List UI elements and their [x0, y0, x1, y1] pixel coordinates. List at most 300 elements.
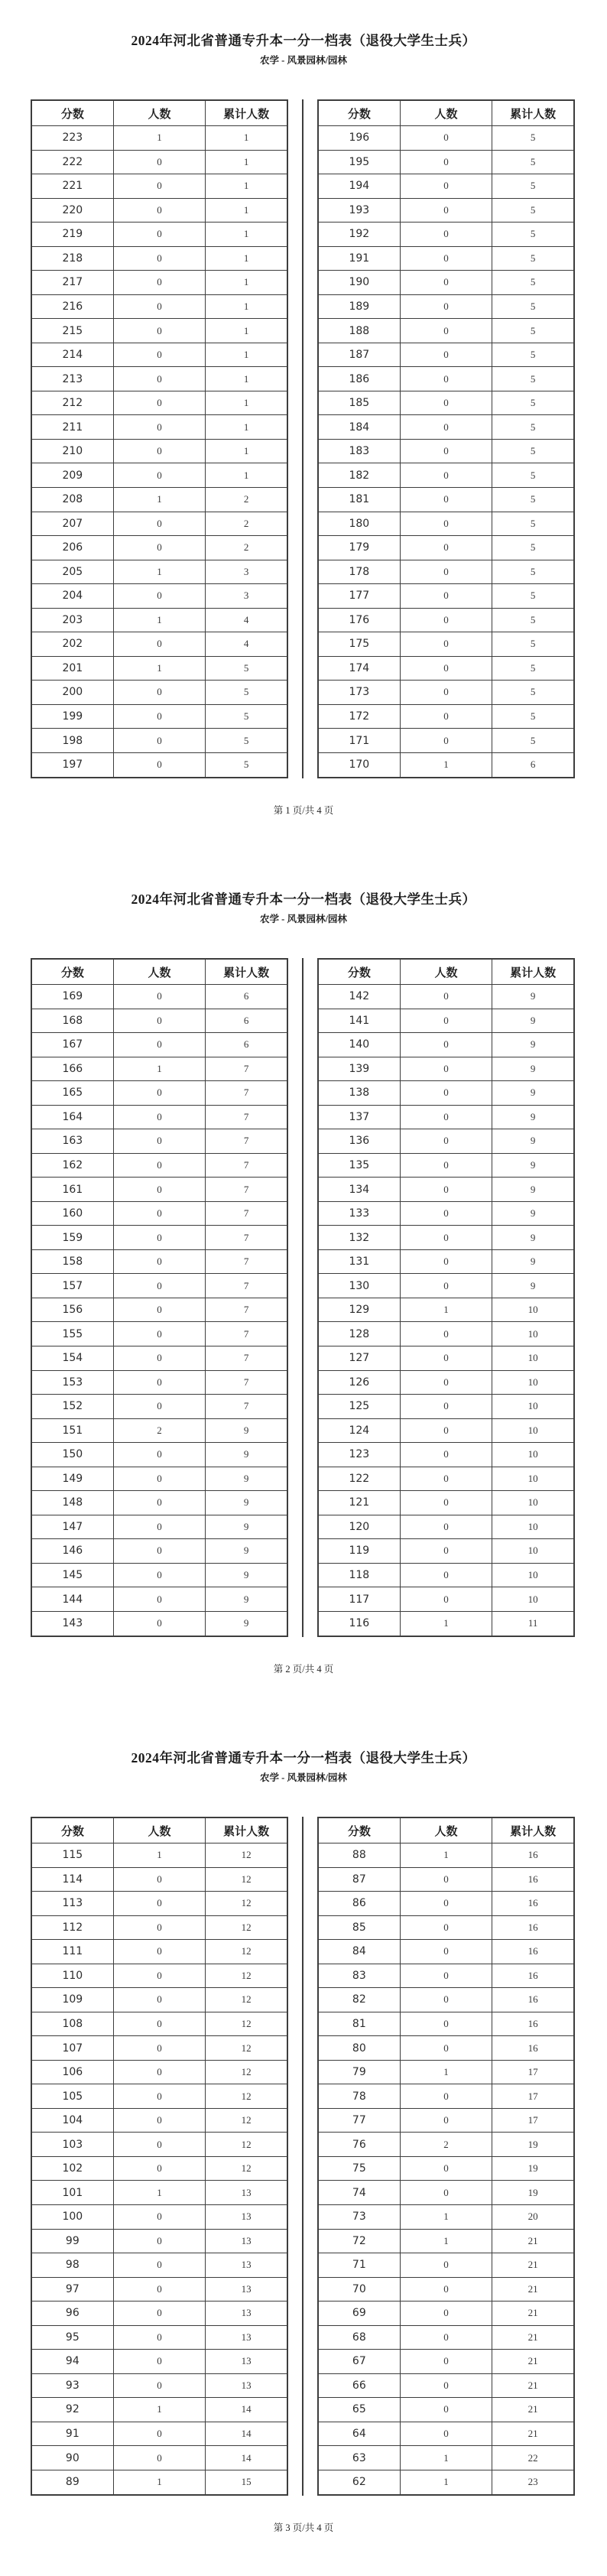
count-cell: 0 [113, 1491, 206, 1515]
table-row [31, 560, 287, 584]
score-cell: 129 [318, 1298, 400, 1322]
table-row [31, 1153, 287, 1178]
table-row [318, 1081, 574, 1106]
count-cell: 1 [400, 1611, 492, 1636]
table-row [31, 1539, 287, 1564]
cumulative-cell: 7 [206, 1153, 287, 1178]
count-cell: 1 [113, 126, 206, 151]
score-table-right [317, 99, 575, 778]
col-header-cumulative: 累计人数 [206, 959, 287, 985]
count-cell: 1 [400, 2470, 492, 2495]
cumulative-cell: 9 [206, 1443, 287, 1467]
count-cell: 0 [400, 463, 492, 488]
table-row [318, 2156, 574, 2181]
table-row [318, 2084, 574, 2109]
cumulative-cell: 12 [206, 1867, 287, 1892]
score-cell: 132 [318, 1226, 400, 1250]
table-row [31, 1867, 287, 1892]
score-cell: 74 [318, 2181, 400, 2205]
cumulative-cell: 1 [206, 367, 287, 391]
cumulative-cell: 5 [492, 198, 574, 223]
table-row [31, 1515, 287, 1539]
table-row [318, 439, 574, 463]
count-cell: 0 [113, 1988, 206, 2012]
count-cell: 0 [113, 1611, 206, 1636]
score-cell: 114 [31, 1867, 113, 1892]
count-cell: 0 [113, 1153, 206, 1178]
cumulative-cell: 1 [206, 174, 287, 199]
score-cell: 138 [318, 1081, 400, 1106]
cumulative-cell: 5 [492, 319, 574, 343]
table-row [318, 1153, 574, 1178]
col-header-count: 人数 [113, 959, 206, 985]
score-cell: 216 [31, 294, 113, 319]
count-cell: 0 [113, 1033, 206, 1057]
table-row [318, 1105, 574, 1129]
table-row [318, 2350, 574, 2374]
count-cell: 0 [400, 2084, 492, 2109]
count-cell: 2 [400, 2133, 492, 2157]
score-cell: 72 [318, 2229, 400, 2253]
score-cell: 190 [318, 271, 400, 295]
table-row [318, 294, 574, 319]
table-row [31, 2446, 287, 2470]
count-cell: 1 [113, 2181, 206, 2205]
score-cell: 199 [31, 704, 113, 729]
score-cell: 160 [31, 1201, 113, 1226]
table-row [318, 512, 574, 536]
table-row [31, 1611, 287, 1636]
score-cell: 186 [318, 367, 400, 391]
table-row [31, 415, 287, 440]
count-cell: 0 [400, 198, 492, 223]
count-cell: 0 [400, 246, 492, 271]
table-row [31, 536, 287, 560]
table-row [318, 1563, 574, 1587]
table-row [31, 1178, 287, 1202]
count-cell: 0 [113, 1395, 206, 1419]
count-cell: 0 [400, 632, 492, 657]
score-cell: 83 [318, 1964, 400, 1988]
cumulative-cell: 1 [206, 415, 287, 440]
count-cell: 0 [113, 1539, 206, 1564]
cumulative-cell: 13 [206, 2350, 287, 2374]
col-header-score: 分数 [318, 1817, 400, 1843]
score-cell: 116 [318, 1611, 400, 1636]
table-row [31, 246, 287, 271]
count-cell: 0 [400, 367, 492, 391]
cumulative-cell: 19 [492, 2181, 574, 2205]
score-cell: 181 [318, 487, 400, 512]
cumulative-cell: 21 [492, 2253, 574, 2278]
cumulative-cell: 9 [492, 1057, 574, 1081]
cumulative-cell: 5 [492, 536, 574, 560]
count-cell: 0 [400, 150, 492, 174]
score-cell: 212 [31, 391, 113, 415]
score-cell: 112 [31, 1915, 113, 1940]
table-row [318, 1395, 574, 1419]
score-cell: 149 [31, 1467, 113, 1491]
page-subtitle: 农学 - 风景园林/园林 [260, 55, 347, 66]
score-cell: 178 [318, 560, 400, 584]
count-cell: 0 [400, 1153, 492, 1178]
count-cell: 0 [400, 1322, 492, 1346]
score-cell: 110 [31, 1964, 113, 1988]
cumulative-cell: 21 [492, 2325, 574, 2350]
page-title: 2024年河北省普通专升本一分一档表（退役大学生士兵） [131, 1750, 476, 1766]
score-cell: 198 [31, 729, 113, 753]
table-row [318, 2181, 574, 2205]
table-row [31, 1370, 287, 1395]
count-cell: 0 [400, 1563, 492, 1587]
score-cell: 119 [318, 1539, 400, 1564]
column-divider [302, 99, 304, 778]
score-cell: 94 [31, 2350, 113, 2374]
score-cell: 153 [31, 1370, 113, 1395]
cumulative-cell: 5 [492, 343, 574, 367]
table-row [31, 1105, 287, 1129]
cumulative-cell: 3 [206, 560, 287, 584]
score-cell: 78 [318, 2084, 400, 2109]
table-row [31, 1395, 287, 1419]
score-cell: 167 [31, 1033, 113, 1057]
score-cell: 133 [318, 1201, 400, 1226]
score-cell: 166 [31, 1057, 113, 1081]
count-cell: 1 [400, 2204, 492, 2229]
cumulative-cell: 14 [206, 2422, 287, 2446]
cumulative-cell: 13 [206, 2302, 287, 2326]
cumulative-cell: 21 [492, 2302, 574, 2326]
table-row [318, 1178, 574, 1202]
count-cell: 0 [113, 198, 206, 223]
table-row [318, 1009, 574, 1033]
score-cell: 102 [31, 2156, 113, 2181]
table-row [31, 1443, 287, 1467]
count-cell: 0 [400, 1491, 492, 1515]
cumulative-cell: 17 [492, 2060, 574, 2084]
table-row [318, 2422, 574, 2446]
cumulative-cell: 21 [492, 2277, 574, 2302]
score-table-left [31, 1817, 288, 2496]
col-header-score: 分数 [318, 100, 400, 126]
count-cell: 0 [400, 729, 492, 753]
cumulative-cell: 7 [206, 1322, 287, 1346]
count-cell: 0 [400, 126, 492, 151]
score-cell: 172 [318, 704, 400, 729]
count-cell: 0 [400, 439, 492, 463]
cumulative-cell: 9 [492, 1081, 574, 1106]
score-cell: 101 [31, 2181, 113, 2205]
table-row [318, 560, 574, 584]
score-cell: 204 [31, 584, 113, 609]
score-cell: 205 [31, 560, 113, 584]
count-cell: 0 [113, 1467, 206, 1491]
score-cell: 150 [31, 1443, 113, 1467]
score-cell: 86 [318, 1892, 400, 1916]
score-cell: 189 [318, 294, 400, 319]
table-row [318, 487, 574, 512]
table-row [318, 1940, 574, 1964]
table-row [318, 150, 574, 174]
score-cell: 197 [31, 752, 113, 778]
cumulative-cell: 9 [492, 985, 574, 1009]
count-cell: 1 [400, 1843, 492, 1868]
count-cell: 0 [113, 2036, 206, 2061]
cumulative-cell: 7 [206, 1370, 287, 1395]
cumulative-cell: 16 [492, 1867, 574, 1892]
cumulative-cell: 5 [492, 415, 574, 440]
score-cell: 120 [318, 1515, 400, 1539]
table-row [31, 2108, 287, 2133]
cumulative-cell: 23 [492, 2470, 574, 2495]
table-row [318, 1467, 574, 1491]
document-page-1 [0, 0, 607, 859]
count-cell: 0 [400, 2350, 492, 2374]
cumulative-cell: 9 [206, 1611, 287, 1636]
score-cell: 140 [318, 1033, 400, 1057]
cumulative-cell: 5 [206, 656, 287, 681]
count-cell: 0 [400, 1129, 492, 1154]
cumulative-cell: 4 [206, 632, 287, 657]
table-row [318, 536, 574, 560]
table-row [31, 2325, 287, 2350]
cumulative-cell: 2 [206, 487, 287, 512]
table-row [31, 2133, 287, 2157]
count-cell: 0 [113, 294, 206, 319]
score-cell: 183 [318, 439, 400, 463]
table-row [31, 2350, 287, 2374]
score-cell: 203 [31, 608, 113, 632]
count-cell: 0 [400, 1892, 492, 1916]
score-cell: 79 [318, 2060, 400, 2084]
cumulative-cell: 10 [492, 1346, 574, 1370]
table-row [31, 1009, 287, 1033]
score-cell: 187 [318, 343, 400, 367]
table-row [31, 1988, 287, 2012]
table-row [318, 1515, 574, 1539]
table-row [31, 1418, 287, 1443]
col-header-cumulative: 累计人数 [492, 959, 574, 985]
table-row [318, 656, 574, 681]
tables-area [0, 958, 607, 1637]
page-subtitle: 农学 - 风景园林/园林 [260, 1772, 347, 1783]
table-row [318, 1443, 574, 1467]
score-cell: 152 [31, 1395, 113, 1419]
cumulative-cell: 9 [492, 1009, 574, 1033]
count-cell: 0 [113, 1443, 206, 1467]
count-cell: 0 [113, 2108, 206, 2133]
count-cell: 0 [113, 463, 206, 488]
table-row [31, 198, 287, 223]
cumulative-cell: 13 [206, 2181, 287, 2205]
count-cell: 0 [400, 2156, 492, 2181]
table-row [31, 126, 287, 151]
table-row [31, 1467, 287, 1491]
score-cell: 67 [318, 2350, 400, 2374]
count-cell: 0 [113, 1274, 206, 1298]
score-cell: 122 [318, 1467, 400, 1491]
cumulative-cell: 10 [492, 1418, 574, 1443]
score-cell: 218 [31, 246, 113, 271]
table-row [31, 2012, 287, 2036]
table-row [31, 2253, 287, 2278]
count-cell: 0 [400, 1346, 492, 1370]
score-cell: 127 [318, 1346, 400, 1370]
score-cell: 177 [318, 584, 400, 609]
cumulative-cell: 12 [206, 1915, 287, 1940]
score-cell: 124 [318, 1418, 400, 1443]
table-row [318, 1915, 574, 1940]
score-cell: 82 [318, 1988, 400, 2012]
table-row [31, 439, 287, 463]
cumulative-cell: 19 [492, 2156, 574, 2181]
table-row [318, 463, 574, 488]
count-cell: 0 [400, 1226, 492, 1250]
table-row [31, 1587, 287, 1612]
count-cell: 0 [113, 367, 206, 391]
count-cell: 1 [400, 2229, 492, 2253]
score-cell: 136 [318, 1129, 400, 1154]
cumulative-cell: 5 [492, 391, 574, 415]
cumulative-cell: 12 [206, 2084, 287, 2109]
table-row [318, 2204, 574, 2229]
count-cell: 0 [113, 2422, 206, 2446]
cumulative-cell: 6 [206, 985, 287, 1009]
cumulative-cell: 10 [492, 1370, 574, 1395]
count-cell: 0 [400, 343, 492, 367]
cumulative-cell: 5 [492, 608, 574, 632]
cumulative-cell: 9 [492, 1178, 574, 1202]
table-row [318, 1988, 574, 2012]
cumulative-cell: 9 [492, 1249, 574, 1274]
cumulative-cell: 17 [492, 2084, 574, 2109]
score-cell: 125 [318, 1395, 400, 1419]
score-cell: 98 [31, 2253, 113, 2278]
cumulative-cell: 22 [492, 2446, 574, 2470]
table-row [31, 294, 287, 319]
score-cell: 219 [31, 223, 113, 247]
count-cell: 0 [113, 2325, 206, 2350]
cumulative-cell: 2 [206, 536, 287, 560]
count-cell: 0 [113, 2060, 206, 2084]
table-row [31, 752, 287, 778]
count-cell: 0 [400, 1201, 492, 1226]
table-row [318, 2277, 574, 2302]
cumulative-cell: 10 [492, 1467, 574, 1491]
count-cell: 0 [400, 1418, 492, 1443]
table-row [31, 1940, 287, 1964]
count-cell: 0 [400, 2373, 492, 2398]
score-cell: 196 [318, 126, 400, 151]
count-cell: 0 [113, 2156, 206, 2181]
score-cell: 64 [318, 2422, 400, 2446]
score-cell: 131 [318, 1249, 400, 1274]
table-row [31, 391, 287, 415]
cumulative-cell: 9 [206, 1515, 287, 1539]
table-row [318, 2108, 574, 2133]
score-cell: 92 [31, 2398, 113, 2422]
score-cell: 109 [31, 1988, 113, 2012]
cumulative-cell: 1 [206, 198, 287, 223]
score-cell: 169 [31, 985, 113, 1009]
col-header-count: 人数 [400, 959, 492, 985]
table-row [318, 752, 574, 778]
table-row [318, 1611, 574, 1636]
score-cell: 68 [318, 2325, 400, 2350]
table-row [318, 2446, 574, 2470]
score-cell: 137 [318, 1105, 400, 1129]
count-cell: 0 [400, 1867, 492, 1892]
table-row [318, 2012, 574, 2036]
count-cell: 0 [113, 1226, 206, 1250]
cumulative-cell: 10 [492, 1298, 574, 1322]
score-cell: 184 [318, 415, 400, 440]
score-table-right [317, 958, 575, 1637]
table-row [31, 343, 287, 367]
cumulative-cell: 5 [492, 174, 574, 199]
cumulative-cell: 13 [206, 2277, 287, 2302]
cumulative-cell: 1 [206, 463, 287, 488]
score-cell: 143 [31, 1611, 113, 1636]
cumulative-cell: 5 [492, 150, 574, 174]
cumulative-cell: 1 [206, 343, 287, 367]
count-cell: 0 [113, 343, 206, 367]
cumulative-cell: 7 [206, 1129, 287, 1154]
score-cell: 213 [31, 367, 113, 391]
cumulative-cell: 10 [492, 1563, 574, 1587]
cumulative-cell: 1 [206, 294, 287, 319]
table-row [318, 584, 574, 609]
score-cell: 155 [31, 1322, 113, 1346]
count-cell: 0 [400, 1915, 492, 1940]
cumulative-cell: 5 [492, 681, 574, 705]
table-row [318, 2060, 574, 2084]
page-footer: 第 1 页/共 4 页 [273, 805, 334, 816]
table-row [318, 1491, 574, 1515]
table-row [318, 1892, 574, 1916]
cumulative-cell: 12 [206, 1892, 287, 1916]
cumulative-cell: 9 [206, 1563, 287, 1587]
count-cell: 0 [400, 1081, 492, 1106]
count-cell: 0 [400, 271, 492, 295]
cumulative-cell: 5 [492, 367, 574, 391]
score-cell: 161 [31, 1178, 113, 1202]
cumulative-cell: 12 [206, 2108, 287, 2133]
score-cell: 121 [318, 1491, 400, 1515]
cumulative-cell: 16 [492, 1964, 574, 1988]
count-cell: 0 [113, 1346, 206, 1370]
cumulative-cell: 14 [206, 2398, 287, 2422]
cumulative-cell: 10 [492, 1587, 574, 1612]
table-row [318, 1298, 574, 1322]
score-cell: 89 [31, 2470, 113, 2495]
score-cell: 103 [31, 2133, 113, 2157]
count-cell: 0 [113, 2012, 206, 2036]
cumulative-cell: 7 [206, 1249, 287, 1274]
table-row [31, 1843, 287, 1868]
count-cell: 0 [113, 1105, 206, 1129]
table-row [318, 126, 574, 151]
table-row [31, 463, 287, 488]
table-row [318, 985, 574, 1009]
cumulative-cell: 16 [492, 2012, 574, 2036]
count-cell: 0 [113, 2350, 206, 2374]
count-cell: 0 [400, 2398, 492, 2422]
col-header-cumulative: 累计人数 [492, 100, 574, 126]
cumulative-cell: 12 [206, 2060, 287, 2084]
score-cell: 80 [318, 2036, 400, 2061]
table-row [31, 1274, 287, 1298]
